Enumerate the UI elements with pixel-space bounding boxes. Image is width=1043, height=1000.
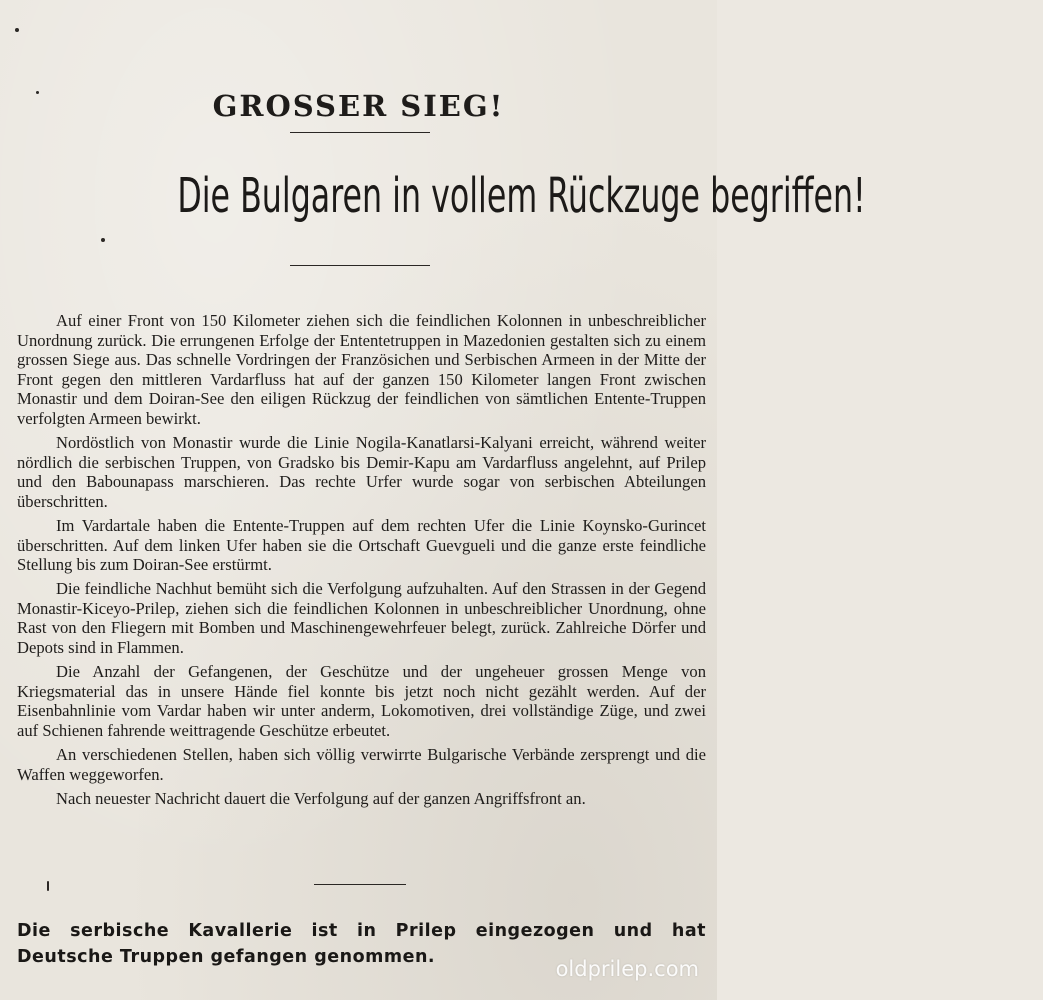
watermark: oldprilep.com (555, 957, 699, 981)
subheadline (0, 168, 866, 224)
subheadline-text: Die Bulgaren in vollem Rückzuge begriffen! (177, 168, 866, 224)
divider (290, 265, 430, 266)
ink-speck (47, 881, 49, 891)
paragraph: Im Vardartale haben die Entente-Truppen auf dem rechten Ufer die Linie Koynsko-Gurincet überschritten. Auf dem linken Ufer haben sie die Ortschaft Guevgueli und die ganze erste feindliche Stellung bis zum Doiran-See erstürmt. (17, 515, 706, 575)
article-body (17, 311, 706, 813)
paragraph: Nordöstlich von Monastir wurde die Linie Nogila-Kanatlarsi-Kalyani erreicht, während weiter nördlich die serbischen Truppen, von Gradsko bis Demir-Kapu am Vardarfluss angelehnt, auf Prilep und den Babounapass marschieren. Das rechte Urfer wurde sogar von serbischen Abteilungen überschritten. (17, 433, 706, 511)
paragraph: Auf einer Front von 150 Kilometer ziehen sich die feindlichen Kolonnen in unbeschreiblicher Unordnung zurück. Die errungenen Erfolge der Ententetruppen in Mazedonien gestalten sich zu einem grossen Siege aus. Das schnelle Vordringen der Französichen und Serbischen Armeen in der Mitte der Front gegen den mittleren Vardarfluss hat auf der ganzen 150 Kilometer langen Front zwischen Monastir und dem Doiran-See den eiligen Rückzug der feindlichen von sämtlichen Entente-Truppen verfolgten Armeen bewirkt. (17, 311, 706, 428)
ink-speck (101, 238, 105, 242)
divider (314, 884, 406, 885)
ink-speck (15, 28, 19, 32)
paragraph: An verschiedenen Stellen, haben sich völlig verwirrte Bulgarische Verbände zersprengt und die Waffen weggeworfen. (17, 744, 706, 784)
paragraph: Nach neuester Nachricht dauert die Verfolgung auf der ganzen Angriffsfront an. (56, 788, 586, 808)
paragraph: Die Anzahl der Gefangenen, der Geschütze und der ungeheuer grossen Menge von Kriegsmaterial das in unsere Hände fiel konnte bis jetzt noch nicht gezählt werden. Auf der Eisenbahnlinie vom Vardar haben wir unter anderm, Lokomotiven, drei vollständige Züge, und zwei auf Schienen fahrende weittragende Geschütze erbeutet. (17, 662, 706, 740)
footer-announcement: Die serbische Kavallerie ist in Prilep eingezogen und hat Deutsche Truppen gefangen genommen. (17, 921, 706, 967)
headline: GROSSER SIEG! (212, 89, 505, 124)
paragraph: Die feindliche Nachhut bemüht sich die Verfolgung aufzuhalten. Auf den Strassen in der Gegend Monastir-Kiceyo-Prilep, ziehen sich die feindlichen Kolonnen in unbeschreiblicher Unordnung, ohne Rast von den Fliegern mit Bomben und Maschinengewehrfeuer belegt, zurück. Zahlreiche Dörfer und Depots sind in Flammen. (17, 579, 706, 657)
divider (290, 132, 430, 133)
